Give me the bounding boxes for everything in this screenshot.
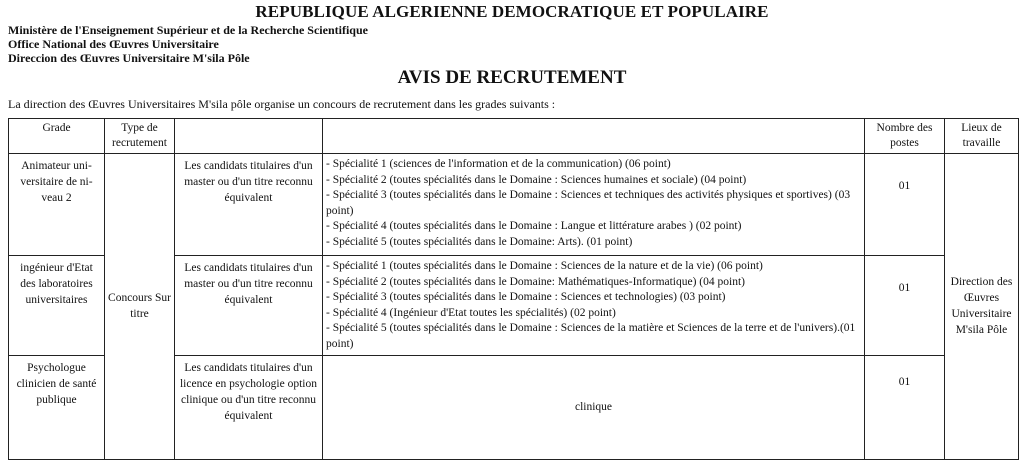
nombre-cell: 01 <box>865 154 945 256</box>
specialite-line: - Spécialité 4 (Ingénieur d'Etat toutes les spécialités) (02 point) <box>326 306 616 319</box>
specialite-line: - Spécialité 4 (toutes spécialités dans le Domaine : Langue et littérature arabes ) (02 point) <box>326 220 742 233</box>
candidates-cell: Les candidats titulaires d'un master ou d'un titre reconnu équivalent <box>175 256 323 356</box>
header-specialites <box>323 119 865 154</box>
avis-title: AVIS DE RECRUTEMENT <box>397 67 627 88</box>
office-line: Office National des Œuvres Universitaire <box>8 37 219 51</box>
specialite-line: - Spécialité 5 (toutes spécialités dans le Domaine: Arts). (01 point) <box>326 235 633 248</box>
header-lieux: Lieux de travaille <box>945 119 1019 154</box>
specialite-line: - Spécialité 1 (toutes spécialités dans le Domaine : Sciences de la nature et de la vie) (06 point) <box>326 260 763 272</box>
table-row <box>9 154 1019 256</box>
lieux-cell: Direction des Œuvres Universitaire M'sila Pôle <box>945 154 1019 460</box>
specialites-cell <box>323 256 865 356</box>
type-cell: Concours Sur titre <box>105 154 175 460</box>
header-grade: Grade <box>9 119 105 154</box>
specialite-clinique-cell: clinique <box>323 355 865 459</box>
intro-text: La direction des Œuvres Universitaires M'sila pôle organise un concours de recrutement dans les grades suivants : <box>8 97 556 111</box>
header-type: Type de recrutement <box>105 119 175 154</box>
nombre-cell: 01 <box>865 256 945 356</box>
specialite-line: - Spécialité 5 (toutes spécialités dans le Domaine : Sciences de la matière et Sciences de la terre et de l'univers).(01 point) <box>326 322 856 350</box>
specialite-line: - Spécialité 3 (toutes spécialités dans le Domaine : Sciences et technologies) (03 point) <box>326 291 726 304</box>
grade-cell: Psychologue clinicien de santé publique <box>9 355 105 459</box>
specialite-line: - Spécialité 2 (toutes spécialités dans le Domaine : Sciences humaines et sociale) (04 point) <box>326 173 747 186</box>
recruitment-table <box>8 118 1019 460</box>
grade-cell: Animateur uni-versitaire de ni-veau 2 <box>9 154 105 256</box>
grade-cell: ingénieur d'Etat des laboratoires universitaires <box>9 256 105 356</box>
candidates-cell: Les candidats titulaires d'un licence en psychologie option clinique ou d'un titre reconnu équivalent <box>175 355 323 459</box>
ministry-line: Ministère de l'Enseignement Supérieur et de la Recherche Scientifique <box>8 23 368 37</box>
specialite-line: - Spécialité 1 (sciences de l'information et de la communication) (06 point) <box>326 158 671 170</box>
specialite-line: - Spécialité 3 (toutes spécialités dans le Domaine : Sciences et techniques des activités physiques et sportives) (03 point) <box>326 189 851 217</box>
table-header-row <box>9 119 1019 154</box>
direction-line: Direccion des Œuvres Universitaire M'sila Pôle <box>8 51 250 65</box>
republic-title: REPUBLIQUE ALGERIENNE DEMOCRATIQUE ET POPULAIRE <box>255 2 769 21</box>
candidates-cell: Les candidats titulaires d'un master ou d'un titre reconnu équivalent <box>175 154 323 256</box>
specialite-line: - Spécialité 2 (toutes spécialités dans le Domaine: Mathématiques-Informatique) (04 point) <box>326 275 745 288</box>
nombre-cell: 01 <box>865 355 945 459</box>
specialites-cell <box>323 154 865 256</box>
header-candidates <box>175 119 323 154</box>
header-nombre: Nombre des postes <box>865 119 945 154</box>
